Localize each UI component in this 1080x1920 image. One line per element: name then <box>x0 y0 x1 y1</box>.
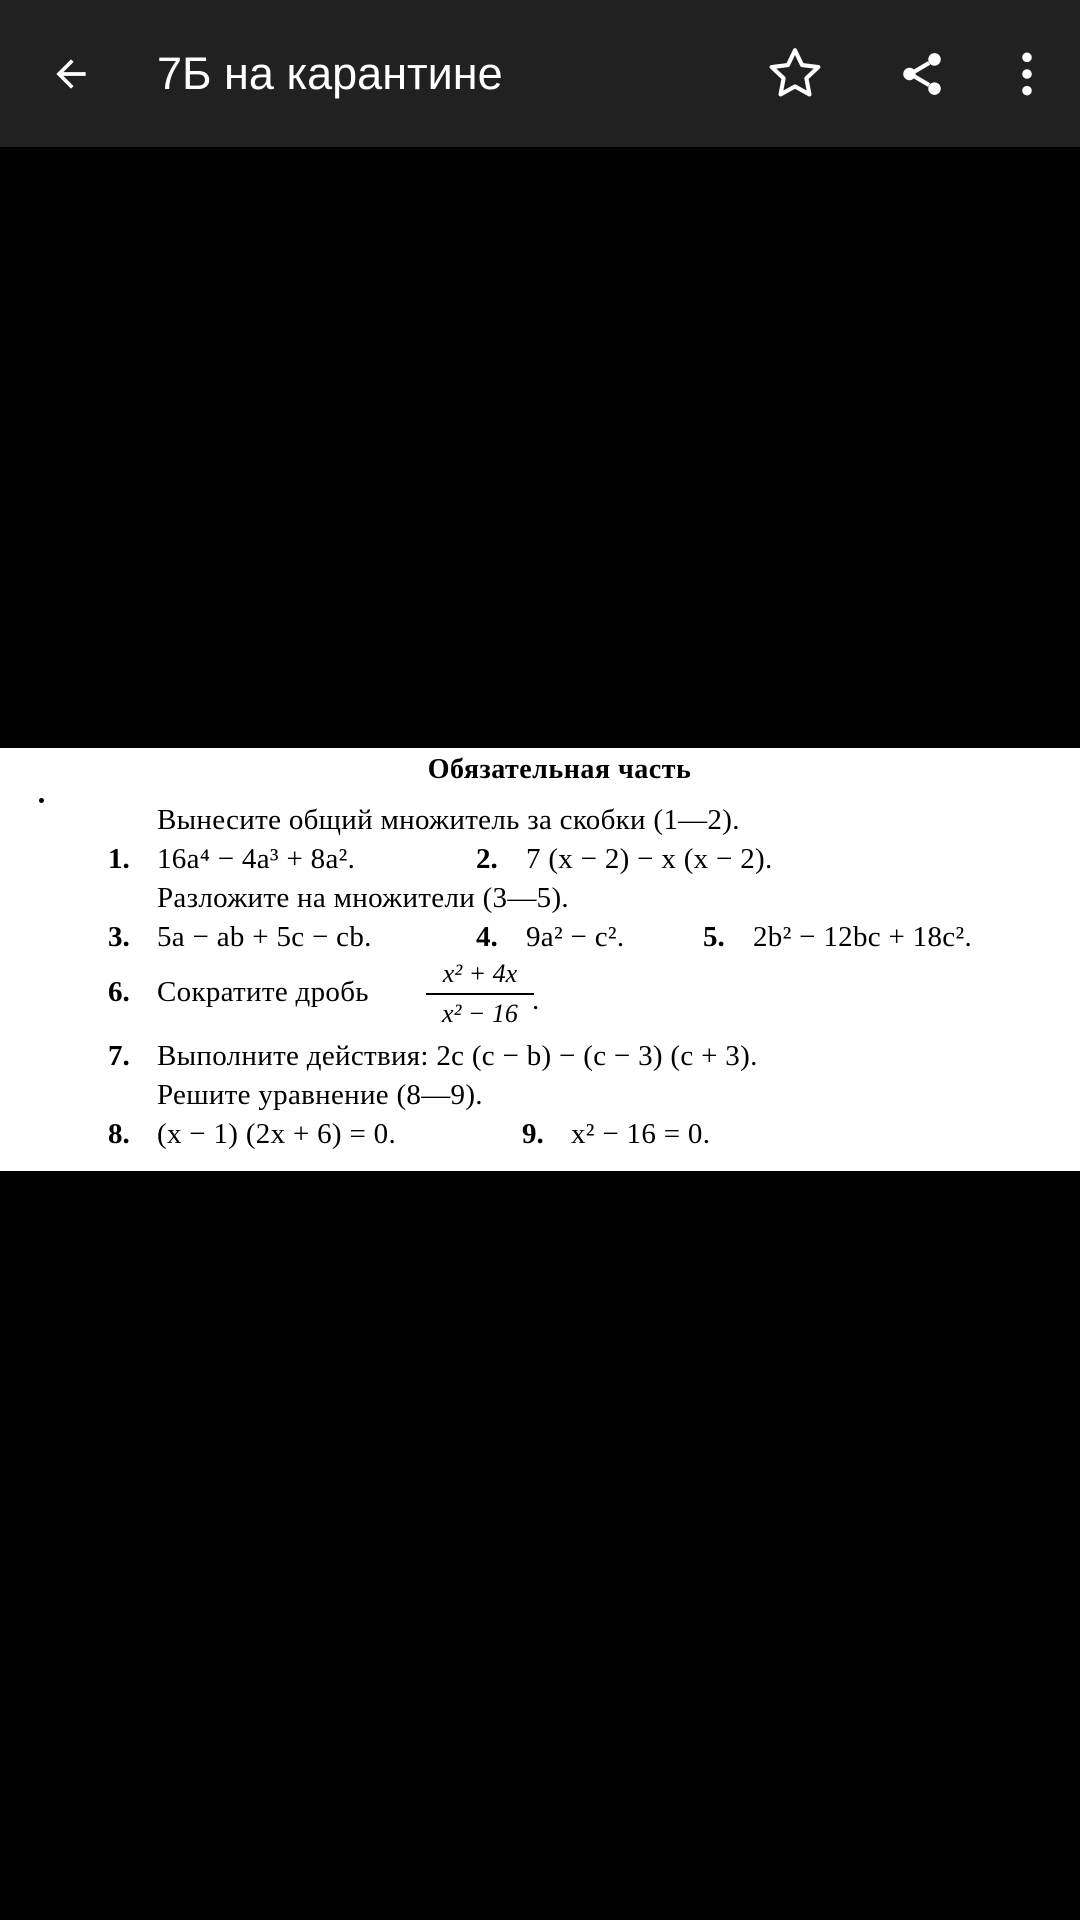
problem-4-text: 9a² − c². <box>526 921 625 953</box>
more-vert-icon <box>1007 49 1047 99</box>
share-button[interactable] <box>890 42 954 106</box>
fraction-period: . <box>532 984 540 1016</box>
worksheet-heading: Обязательная часть <box>427 754 692 785</box>
fraction-numerator: x² + 4x <box>426 959 534 995</box>
instruction-2: Разложите на множители (3—5). <box>157 882 569 914</box>
back-button[interactable] <box>46 49 96 99</box>
more-options-button[interactable] <box>995 42 1059 106</box>
problem-7-number: 7. <box>108 1040 130 1072</box>
star-outline-icon <box>764 43 826 105</box>
problem-4-number: 4. <box>476 921 498 953</box>
page-title: 7Б на карантине <box>157 48 503 99</box>
problem-1-number: 1. <box>108 843 130 875</box>
problem-2-number: 2. <box>476 843 498 875</box>
problem-7-text: Выполните действия: 2c (c − b) − (c − 3) (c + 3). <box>157 1040 758 1072</box>
instruction-3: Решите уравнение (8—9). <box>157 1079 483 1111</box>
problem-3-text: 5a − ab + 5c − cb. <box>157 921 372 953</box>
share-icon <box>897 49 947 99</box>
worksheet-image <box>0 748 1080 1171</box>
problem-1-text: 16a⁴ − 4a³ + 8a². <box>157 843 356 875</box>
problem-8-number: 8. <box>108 1118 130 1150</box>
problem-6-text: Сократите дробь <box>157 976 369 1008</box>
problem-9-number: 9. <box>522 1118 544 1150</box>
problem-2-text: 7 (x − 2) − x (x − 2). <box>526 843 773 875</box>
arrow-back-icon <box>49 52 93 96</box>
favorite-button[interactable] <box>763 42 827 106</box>
problem-9-text: x² − 16 = 0. <box>571 1118 711 1150</box>
fraction-denominator: x² − 16 <box>442 999 518 1028</box>
problem-5-number: 5. <box>703 921 725 953</box>
problem-5-text: 2b² − 12bc + 18c². <box>753 921 972 953</box>
problem-8-text: (x − 1) (2x + 6) = 0. <box>157 1118 396 1150</box>
app-bar <box>0 0 1080 147</box>
instruction-1: Вынесите общий множитель за скобки (1—2). <box>157 804 740 836</box>
speck <box>39 798 44 803</box>
problem-6-number: 6. <box>108 976 130 1008</box>
fraction <box>426 959 534 1029</box>
problem-3-number: 3. <box>108 921 130 953</box>
